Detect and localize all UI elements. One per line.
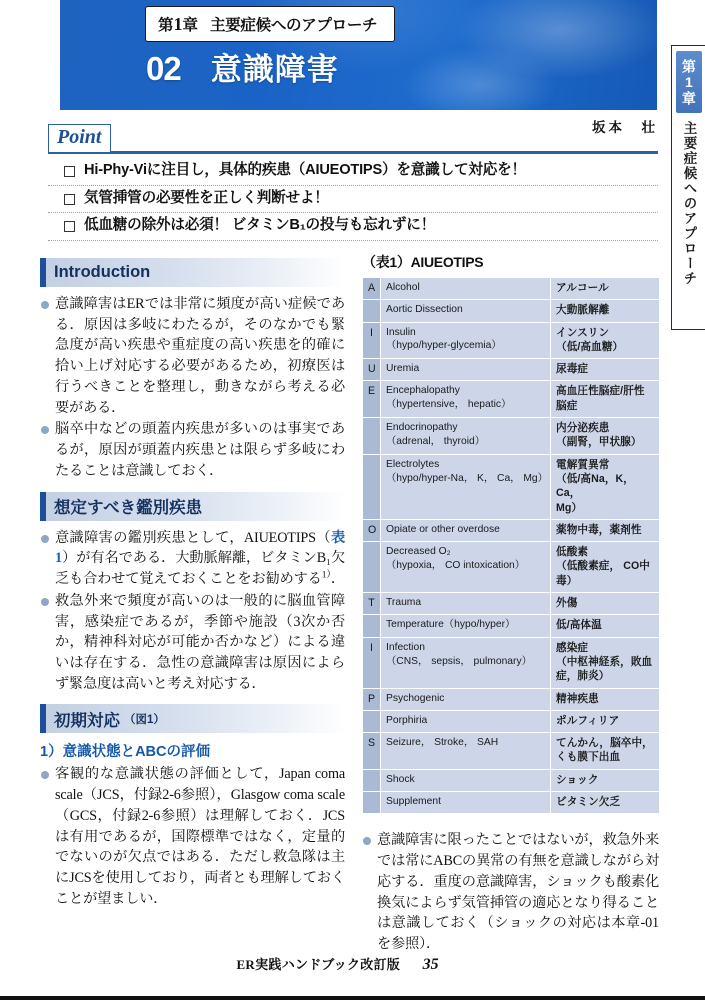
section-number: 02 [146, 50, 181, 87]
table-cell-english: Porphiria [381, 710, 551, 732]
list-item: 意識障害に限ったことではないが，救急外来では常にABCの異常の有無を意識しながら対応する．重度の意識障害，ショックも酸素化換気によらず気管挿管の適応となり得ることは意識しておく（ショックの対応は本章-01を参照）． [362, 830, 659, 954]
point-item-label: Hi-Phy-Viに注目し，具体的疾患（AIUEOTIPS）を意識して対応を！ [84, 162, 526, 178]
table-cell-japanese: インスリン （低/高血糖） [551, 322, 660, 359]
table-row [363, 637, 660, 688]
table-row [363, 418, 660, 455]
table-row [363, 733, 660, 770]
point-item [48, 186, 658, 214]
point-rule [48, 151, 658, 154]
table-cell-key: T [363, 593, 381, 615]
table-row [363, 454, 660, 519]
table-cell-key [363, 615, 381, 637]
table-cell-english: Infection （CNS， sepsis， pulmonary） [381, 637, 551, 688]
table-cell-key [363, 300, 381, 322]
page-number: 35 [422, 956, 439, 973]
list-item: 意識障害の鑑別疾患として，AIUEOTIPS（表1）が有名である．大動脈解離，ビタミンB₁欠乏も合わせて覚えておくことをお勧めする$^{1)}$． [40, 528, 345, 590]
list-item: 脳卒中などの頭蓋内疾患が多いのは事実であるが，原因が頭蓋内疾患とは限らず多岐にわたることは意識しておく． [40, 419, 345, 481]
initial-response-bullets [40, 764, 345, 909]
table-cell-japanese: 大動脈解離 [551, 300, 660, 322]
table-cell-key [363, 418, 381, 455]
table-row [363, 542, 660, 593]
chapter-chip [145, 6, 395, 42]
right-column [362, 252, 659, 965]
table-cell-key [363, 792, 381, 814]
table-row [363, 519, 660, 541]
checkbox-icon[interactable] [64, 166, 75, 177]
table-cell-english: Supplement [381, 792, 551, 814]
table-cell-japanese: 精神疾患 [551, 688, 660, 710]
point-item [48, 158, 658, 186]
point-item-label: 気管挿管の必要性を正しく判断せよ！ [84, 189, 329, 206]
table-cell-japanese: ショック [551, 769, 660, 791]
point-list [48, 158, 658, 241]
table-cell-japanese: 低/高体温 [551, 615, 660, 637]
table-body [363, 278, 660, 814]
table-row [363, 278, 660, 300]
table-cell-japanese: 電解質異常 （低/高Na，K，Ca， Mg） [551, 454, 660, 519]
checkbox-icon[interactable] [64, 194, 75, 205]
point-item-label: 低血糖の除外は必須！ ビタミンB₁の投与も忘れずに！ [84, 217, 436, 234]
table-row [363, 792, 660, 814]
table-cell-english: Aortic Dissection [381, 300, 551, 322]
subsection-heading: 1）意識状態とABCの評価 [40, 744, 210, 761]
table-cell-english: Electrolytes （hypo/hyper-Na， K， Ca， Mg） [381, 454, 551, 519]
list-item: 意識障害はERでは非常に頻度が高い症候である．原因は多岐にわたるが，そのなかでも緊急度が高い疾患や重症度の高い疾患を的確に拾い上げ対応する必要があるため，初療医は行うべきことを整理し，動きながら考える必要がある． [40, 294, 345, 418]
table-cell-japanese: アルコール [551, 278, 660, 300]
table-cell-key: S [363, 733, 381, 770]
table-row [363, 688, 660, 710]
table-cell-key [363, 542, 381, 593]
table-row [363, 769, 660, 791]
right-note-bullets [362, 830, 659, 954]
chapter-title: 主要症候へのアプローチ [210, 17, 378, 34]
table-cell-japanese: ビタミン欠乏 [551, 792, 660, 814]
table-cell-key: I [363, 322, 381, 359]
list-item: 救急外来で頻度が高いのは一般的に脳血管障害，感染症であるが，季節や施設（3次か否か，精神科対応が可能か否かなど）による違いは存在する．急性の意識障害は原因によらず緊急度は高いと考え対応する． [40, 591, 345, 695]
section-header-label: Introduction [54, 263, 151, 281]
table-cell-key: I [363, 637, 381, 688]
section-header-label: 想定すべき鑑別疾患 [54, 499, 203, 518]
book-title: ER実践ハンドブック改訂版 [236, 957, 401, 972]
side-tab-chip [676, 51, 702, 113]
section-title: 意識障害 [210, 52, 339, 87]
section-header-label: 初期対応 [54, 711, 120, 730]
table-cell-key [363, 710, 381, 732]
table-cell-english: Endocrinopathy （adrenal， thyroid） [381, 418, 551, 455]
table-row [363, 359, 660, 381]
table-cell-key: E [363, 381, 381, 418]
table-cell-english: Opiate or other overdose [381, 519, 551, 541]
point-badge: Point [48, 124, 111, 153]
table-cell-english: Encephalopathy （hypertensive， hepatic） [381, 381, 551, 418]
table-cell-english: Trauma [381, 593, 551, 615]
table-cell-key: P [363, 688, 381, 710]
table-row [363, 300, 660, 322]
side-tab-label: 主要症候へのアプローチ [681, 121, 697, 286]
table-cell-key [363, 454, 381, 519]
author-name: 坂本 壮 [592, 120, 658, 135]
side-chapter-tab [671, 45, 705, 330]
table-cell-english: Decreased O₂ （hypoxia， CO intoxication） [381, 542, 551, 593]
aiueotips-table [362, 277, 660, 814]
table-cell-japanese: 外傷 [551, 593, 660, 615]
table-cell-english: Uremia [381, 359, 551, 381]
checkbox-icon[interactable] [64, 221, 75, 232]
table-cell-key: O [363, 519, 381, 541]
table-cell-key [363, 769, 381, 791]
table-cell-key: U [363, 359, 381, 381]
bottom-rule [0, 996, 705, 1000]
left-column [40, 258, 345, 920]
table-row [363, 615, 660, 637]
table-cell-japanese: てんかん，脳卒中， くも膜下出血 [551, 733, 660, 770]
table-cell-english: Temperature（hypo/hyper） [381, 615, 551, 637]
table-cell-english: Psychogenic [381, 688, 551, 710]
table-row [363, 381, 660, 418]
differential-bullets [40, 528, 345, 695]
table-cell-japanese: 高血圧性脳症/肝性 脳症 [551, 381, 660, 418]
section-heading [146, 44, 339, 89]
table-cell-japanese: 尿毒症 [551, 359, 660, 381]
section-header-introduction [40, 258, 345, 287]
table-cell-japanese: 感染症 （中枢神経系，敗血 症，肺炎） [551, 637, 660, 688]
introduction-bullets [40, 294, 345, 482]
side-tab-chip-label: 第1章 [680, 58, 697, 106]
figure-reference: （図1） [124, 713, 165, 726]
chapter-number: 第1章 [158, 14, 199, 34]
chapter-banner [60, 0, 657, 110]
table-row [363, 322, 660, 359]
table-cell-key: A [363, 278, 381, 300]
table-row [363, 710, 660, 732]
table-cell-japanese: 低酸素 （低酸素症， CO中 毒） [551, 542, 660, 593]
table-cell-japanese: 内分泌疾患 （副腎，甲状腺） [551, 418, 660, 455]
table-row [363, 593, 660, 615]
table-cell-english: Shock [381, 769, 551, 791]
page-footer [0, 954, 705, 974]
point-item [48, 213, 658, 241]
section-header-initial-response [40, 704, 345, 733]
list-item: 客観的な意識状態の評価として，Japan coma scale（JCS，付録2-6参照），Glasgow coma scale（GCS，付録2-6参照）は理解しておく．JCSは有用であるが，国際標準ではなく，定量的でないのが欠点ではある．ただし救急隊は主にJCSを使用しており，両者とも理解しておくことが望ましい． [40, 764, 345, 909]
table-cell-english: Insulin （hypo/hyper-glycemia） [381, 322, 551, 359]
table-cell-english: Alcohol [381, 278, 551, 300]
table-cell-japanese: ポルフィリア [551, 710, 660, 732]
table-caption: （表1）AIUEOTIPS [362, 254, 484, 270]
table-cell-english: Seizure， Stroke， SAH [381, 733, 551, 770]
table-cell-japanese: 薬物中毒，薬剤性 [551, 519, 660, 541]
section-header-differential [40, 492, 345, 521]
